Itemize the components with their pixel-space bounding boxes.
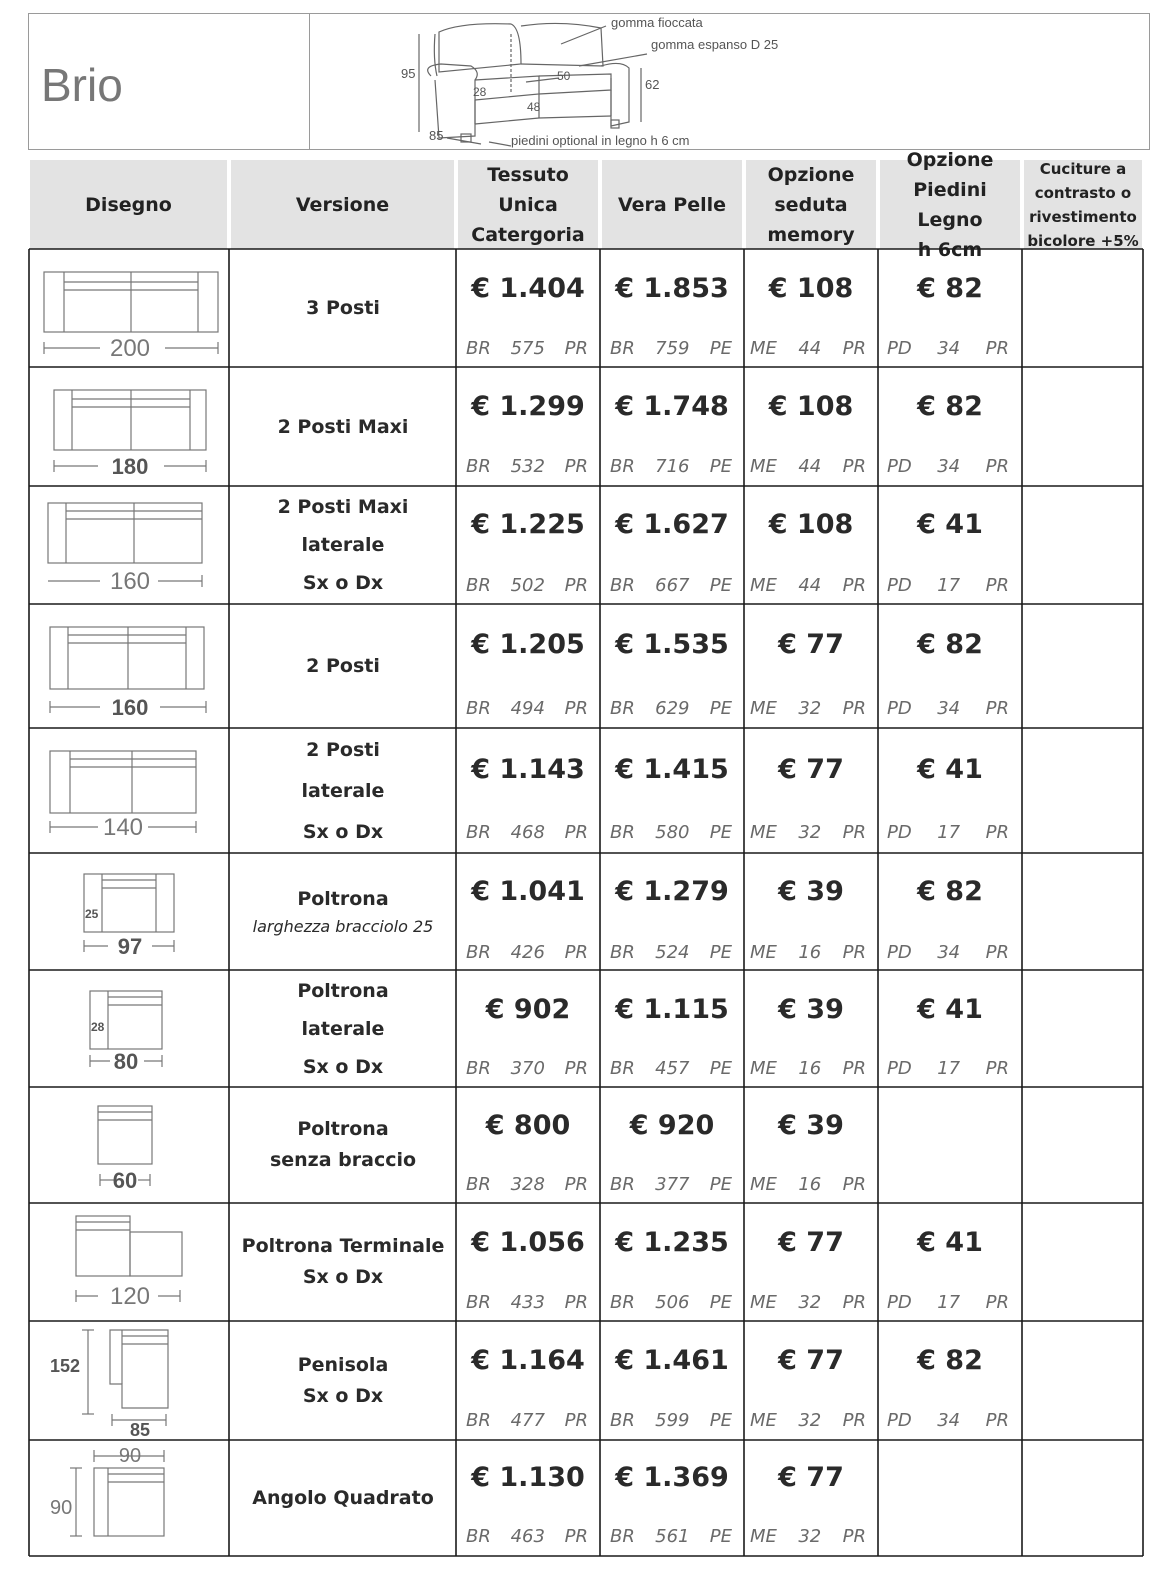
module-arm: 25 bbox=[85, 907, 99, 921]
module-drawing bbox=[30, 252, 227, 365]
module-drawing bbox=[30, 370, 227, 483]
version-cell: Poltrona senza braccio bbox=[269, 1118, 417, 1171]
code-leather: BR 580 PE bbox=[610, 822, 732, 843]
version-cell: 2 Posti Maxi laterale Sx o Dx bbox=[277, 496, 409, 594]
sofa-diagram bbox=[311, 14, 1149, 150]
module-drawing bbox=[30, 607, 227, 725]
version-cell: Poltrona Terminale Sx o Dx bbox=[241, 1235, 445, 1288]
code-fabric: BR 426 PR bbox=[466, 942, 588, 963]
price-feet: € 41 bbox=[917, 1227, 983, 1258]
price-feet: € 82 bbox=[917, 629, 983, 660]
code-fabric: BR 468 PR bbox=[466, 822, 588, 843]
code-leather: BR 759 PE bbox=[610, 338, 732, 359]
price-leather: € 1.748 bbox=[615, 391, 729, 422]
code-memory: ME 16 PR bbox=[750, 942, 866, 963]
diagram-dim-seat: 48 bbox=[527, 100, 541, 114]
code-fabric: BR 370 PR bbox=[466, 1058, 588, 1079]
price-feet: € 41 bbox=[917, 994, 983, 1025]
code-fabric: BR 575 PR bbox=[466, 338, 588, 359]
module-width: 97 bbox=[117, 934, 143, 959]
price-memory: € 77 bbox=[778, 1227, 844, 1258]
code-memory: ME 16 PR bbox=[750, 1058, 866, 1079]
price-memory: € 77 bbox=[778, 1345, 844, 1376]
brand-cell bbox=[29, 14, 310, 149]
code-memory: ME 32 PR bbox=[750, 1410, 866, 1431]
col-header-feet: Opzione Piedini Legno h 6cm bbox=[880, 160, 1020, 249]
price-feet: € 82 bbox=[917, 391, 983, 422]
diagram-label-feet: piedini optional in legno h 6 cm bbox=[511, 133, 690, 148]
price-memory: € 39 bbox=[778, 1110, 844, 1141]
diagram-dim-depth-seat: 50 bbox=[557, 69, 571, 83]
code-leather: BR 377 PE bbox=[610, 1174, 732, 1195]
price-memory: € 108 bbox=[768, 273, 854, 304]
code-leather: BR 524 PE bbox=[610, 942, 732, 963]
price-fabric: € 1.205 bbox=[471, 629, 585, 660]
code-feet: PD 17 PR bbox=[887, 1292, 1009, 1313]
price-fabric: € 1.164 bbox=[471, 1345, 585, 1376]
price-leather: € 1.115 bbox=[615, 994, 729, 1025]
price-leather: € 1.461 bbox=[615, 1345, 729, 1376]
code-leather: BR 629 PE bbox=[610, 698, 732, 719]
module-drawing bbox=[30, 731, 227, 849]
col-header-version: Versione bbox=[231, 160, 454, 249]
module-drawing bbox=[30, 1206, 227, 1318]
module-drawing bbox=[30, 1090, 227, 1201]
header-box bbox=[28, 13, 1150, 150]
module-width: 200 bbox=[109, 335, 151, 362]
code-feet: PD 34 PR bbox=[887, 942, 1009, 963]
code-memory: ME 44 PR bbox=[750, 456, 866, 477]
price-memory: € 77 bbox=[778, 1462, 844, 1493]
code-feet: PD 17 PR bbox=[887, 1058, 1009, 1079]
price-memory: € 108 bbox=[768, 391, 854, 422]
version-cell: Penisola Sx o Dx bbox=[297, 1353, 389, 1407]
price-leather: € 1.535 bbox=[615, 629, 729, 660]
code-leather: BR 561 PE bbox=[610, 1526, 732, 1547]
code-fabric: BR 532 PR bbox=[466, 456, 588, 477]
price-feet: € 82 bbox=[917, 273, 983, 304]
code-leather: BR 599 PE bbox=[610, 1410, 732, 1431]
module-arm: 28 bbox=[91, 1020, 105, 1034]
price-fabric: € 1.130 bbox=[471, 1462, 585, 1493]
price-fabric: € 1.056 bbox=[471, 1227, 585, 1258]
code-feet: PD 17 PR bbox=[887, 575, 1009, 596]
version-cell: Angolo Quadrato bbox=[252, 1487, 434, 1509]
module-height: 152 bbox=[50, 1356, 81, 1376]
diagram-dim-arm: 28 bbox=[473, 85, 487, 99]
price-fabric: € 902 bbox=[485, 994, 571, 1025]
diagram-dim-height: 95 bbox=[401, 66, 416, 81]
code-feet: PD 17 PR bbox=[887, 822, 1009, 843]
price-fabric: € 800 bbox=[485, 1110, 571, 1141]
price-feet: € 41 bbox=[917, 754, 983, 785]
price-memory: € 77 bbox=[778, 754, 844, 785]
module-height: 90 bbox=[50, 1497, 73, 1519]
price-memory: € 77 bbox=[778, 629, 844, 660]
code-memory: ME 32 PR bbox=[750, 698, 866, 719]
code-memory: ME 44 PR bbox=[750, 575, 866, 596]
module-drawing bbox=[30, 973, 227, 1084]
price-leather: € 920 bbox=[629, 1110, 715, 1141]
module-width: 160 bbox=[109, 568, 151, 595]
code-feet: PD 34 PR bbox=[887, 456, 1009, 477]
code-feet: PD 34 PR bbox=[887, 698, 1009, 719]
col-header-fabric: Tessuto Unica Catergoria bbox=[458, 160, 598, 249]
code-feet: PD 34 PR bbox=[887, 1410, 1009, 1431]
module-width: 120 bbox=[109, 1283, 151, 1310]
version-cell: Poltrona laterale Sx o Dx bbox=[297, 979, 389, 1078]
price-leather: € 1.369 bbox=[615, 1462, 729, 1493]
price-memory: € 108 bbox=[768, 509, 854, 540]
col-header-stitch: Cuciture a contrasto o rivestimento bicolore +5% bbox=[1024, 160, 1142, 249]
module-drawing bbox=[30, 489, 227, 602]
code-leather: BR 667 PE bbox=[610, 575, 732, 596]
code-memory: ME 44 PR bbox=[750, 338, 866, 359]
price-leather: € 1.235 bbox=[615, 1227, 729, 1258]
module-drawing bbox=[30, 1442, 227, 1554]
module-width: 80 bbox=[113, 1049, 139, 1074]
price-leather: € 1.853 bbox=[615, 273, 729, 304]
price-leather: € 1.415 bbox=[615, 754, 729, 785]
version-cell: Poltrona larghezza bracciolo 25 bbox=[252, 888, 434, 936]
code-leather: BR 506 PE bbox=[610, 1292, 732, 1313]
code-feet: PD 34 PR bbox=[887, 338, 1009, 359]
diagram-label-foam: gomma espanso D 25 bbox=[651, 37, 779, 52]
code-leather: BR 716 PE bbox=[610, 456, 732, 477]
code-memory: ME 32 PR bbox=[750, 822, 866, 843]
diagram-label-fiber: gomma fioccata bbox=[611, 15, 703, 30]
price-fabric: € 1.299 bbox=[471, 391, 585, 422]
version-cell: 3 Posti bbox=[306, 297, 380, 319]
module-width: 90 bbox=[118, 1445, 142, 1467]
price-fabric: € 1.041 bbox=[471, 876, 585, 907]
code-fabric: BR 433 PR bbox=[466, 1292, 588, 1313]
price-memory: € 39 bbox=[778, 994, 844, 1025]
code-fabric: BR 477 PR bbox=[466, 1410, 588, 1431]
brand-name: Brio bbox=[41, 59, 123, 111]
price-feet: € 82 bbox=[917, 1345, 983, 1376]
version-cell: 2 Posti Maxi bbox=[277, 415, 409, 438]
col-header-memory: Opzione seduta memory bbox=[746, 160, 876, 249]
code-memory: ME 32 PR bbox=[750, 1526, 866, 1547]
version-cell: 2 Posti bbox=[306, 655, 380, 677]
price-memory: € 39 bbox=[778, 876, 844, 907]
code-fabric: BR 328 PR bbox=[466, 1174, 588, 1195]
code-fabric: BR 463 PR bbox=[466, 1526, 588, 1547]
module-width: 85 bbox=[129, 1420, 151, 1438]
module-width: 140 bbox=[102, 814, 144, 841]
price-leather: € 1.279 bbox=[615, 876, 729, 907]
diagram-dim-seat-height: 62 bbox=[645, 77, 660, 92]
code-fabric: BR 494 PR bbox=[466, 698, 588, 719]
col-header-leather: Vera Pelle bbox=[602, 160, 742, 249]
price-fabric: € 1.225 bbox=[471, 509, 585, 540]
price-fabric: € 1.143 bbox=[471, 754, 585, 785]
price-feet: € 82 bbox=[917, 876, 983, 907]
diagram-dim-depth: 85 bbox=[429, 128, 444, 143]
code-fabric: BR 502 PR bbox=[466, 575, 588, 596]
price-leather: € 1.627 bbox=[615, 509, 729, 540]
module-drawing bbox=[30, 1324, 227, 1438]
col-header-drawing: Disegno bbox=[30, 160, 227, 249]
module-width: 60 bbox=[112, 1168, 138, 1193]
module-drawing bbox=[30, 856, 227, 967]
code-memory: ME 32 PR bbox=[750, 1292, 866, 1313]
price-feet: € 41 bbox=[917, 509, 983, 540]
price-fabric: € 1.404 bbox=[471, 273, 585, 304]
module-width: 160 bbox=[111, 695, 149, 720]
code-memory: ME 16 PR bbox=[750, 1174, 866, 1195]
code-leather: BR 457 PE bbox=[610, 1058, 732, 1079]
module-width: 180 bbox=[111, 454, 149, 479]
version-cell: 2 Posti laterale Sx o Dx bbox=[301, 738, 385, 843]
